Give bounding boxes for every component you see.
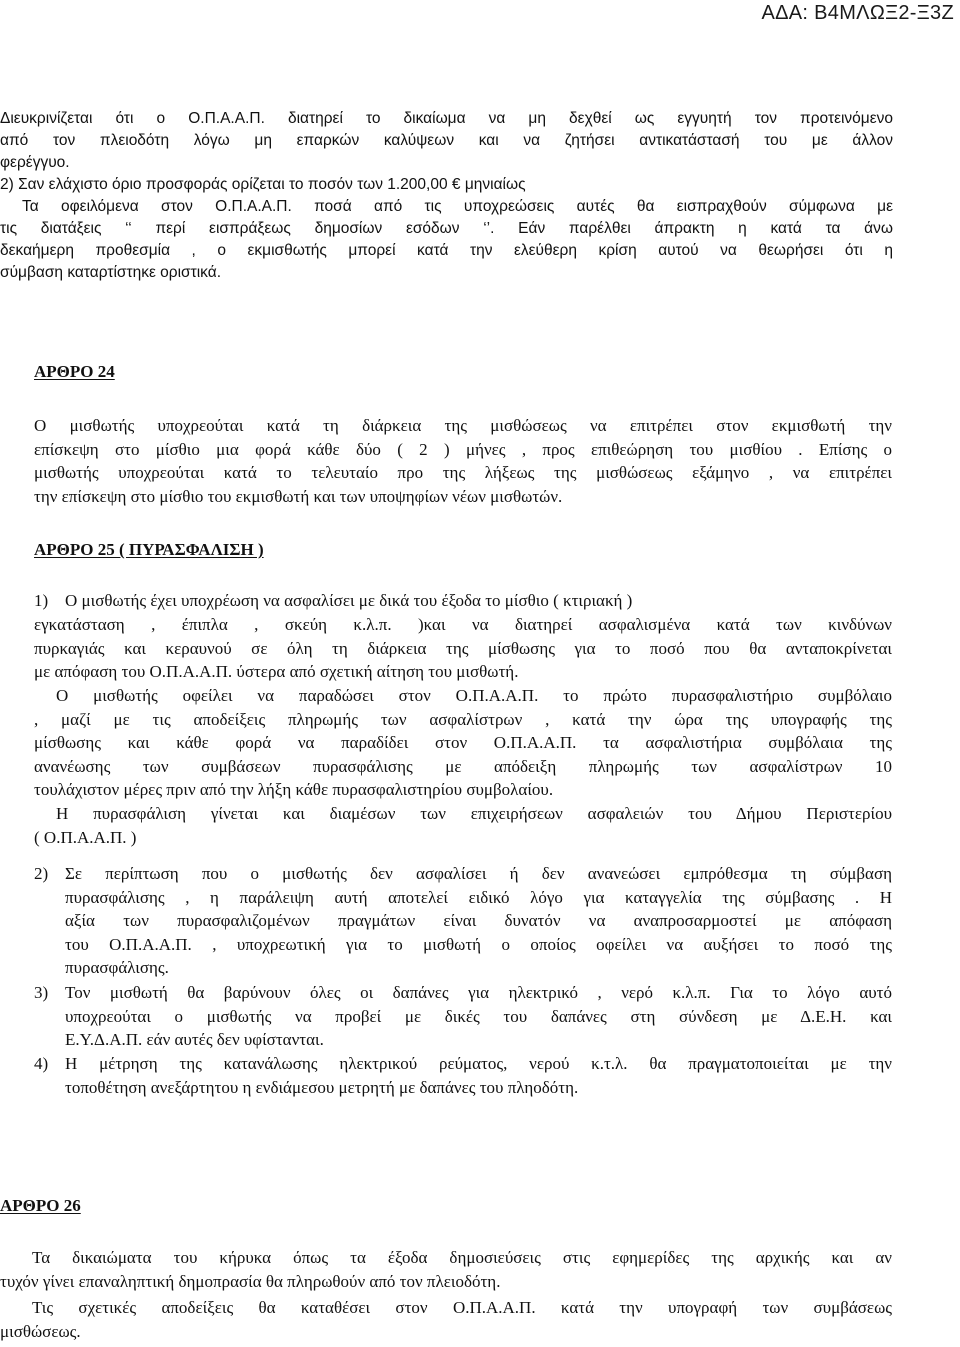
text-line: Σε περίπτωση που ο μισθωτής δεν ασφαλίσει ή δεν ανανεώσει εμπρόθεσμα τη σύμβαση bbox=[65, 864, 892, 883]
text-line: δεκαήμερη προθεσμία , ο εκμισθωτής μπορεί κατά την ελεύθερη κρίση αυτού να θεωρήσει ότι η bbox=[0, 242, 893, 259]
text-line: φερέγγυο. bbox=[0, 154, 70, 171]
text-line: Τις σχετικές αποδείξεις θα καταθέσει στον Ο.Π.Α.Α.Π. κατά την υπογραφή των συμβάσεως bbox=[32, 1298, 892, 1317]
text-line: εγκατάσταση , έπιπλα , σκεύη κ.λ.π. )και να διατηρεί ασφαλισμένα κατά των κινδύνων bbox=[34, 615, 892, 634]
article-25-paragraph-b bbox=[34, 684, 892, 802]
text-line: σύμβαση καταρτίστηκε οριστικά. bbox=[0, 264, 222, 281]
intro-paragraph-3 bbox=[0, 196, 893, 284]
text-line: 2) Σαν ελάχιστο όριο προσφοράς ορίζεται το ποσόν των 1.200,00 € μηνιαίως bbox=[0, 176, 526, 193]
intro-paragraph-1 bbox=[0, 108, 893, 174]
article-24-heading: ΑΡΘΡΟ 24 bbox=[34, 362, 115, 381]
text-line: Ο μισθωτής οφείλει να παραδώσει στον Ο.Π.Α.Α.Π. το πρώτο πυρασφαλιστήριο συμβόλαιο bbox=[56, 686, 892, 705]
article-25-item-3 bbox=[34, 981, 892, 1052]
text-line: Η πυρασφάλιση γίνεται και διαμέσων των επιχειρήσεων ασφαλειών του Δήμου Περιστερίου bbox=[56, 804, 892, 823]
article-25-item-4 bbox=[34, 1052, 892, 1099]
text-line: του Ο.Π.Α.Α.Π. , υποχρεωτική για το μισθωτή ο οποίος οφείλει να αυξήσει το ποσό της bbox=[65, 934, 892, 954]
text-line: τυχόν γίνει επαναληπτική δημοπρασία θα πληρωθούν από τον πλειοδότη. bbox=[0, 1271, 501, 1291]
item-number: 2) bbox=[34, 864, 49, 883]
item-number: 3) bbox=[34, 983, 49, 1002]
text-line: υποχρεούται ο μισθωτής να προβεί με δικές του δαπάνες στη σύνδεση με Δ.Ε.Η. και bbox=[65, 1006, 892, 1026]
text-line: Ο μισθωτής υποχρεούται κατά τη διάρκεια της μισθώσεως να επιτρέπει στον εκμισθωτή την bbox=[34, 416, 892, 435]
intro-min-offer bbox=[0, 174, 893, 196]
text-line: μίσθωσης και κάθε φορά να παραδίδει στον Ο.Π.Α.Α.Π. τα ασφαλιστήρια συμβόλαια της bbox=[34, 733, 892, 753]
text-line: ανανέωσης των συμβάσεων πυρασφάλισης με απόδειξη πληρωμής των ασφαλίστρων 10 bbox=[34, 756, 892, 776]
text-line: Η μέτρηση της κατανάλωσης ηλεκτρικού ρεύματος, νερού κ.τ.λ. θα πραγματοποιείται με την bbox=[65, 1054, 892, 1073]
text-line: αξία των πυρασφαλιζομένων πραγμάτων είναι δυνατόν να αναπροσαρμοστεί με απόφαση bbox=[65, 911, 892, 931]
text-line: Ο μισθωτής έχει υποχρέωση να ασφαλίσει με δικά του έξοδα το μίσθιο ( κτιριακή ) bbox=[65, 591, 633, 610]
text-line: την επίσκεψη στο μίσθιο του εκμισθωτή και των υποψηφίων νέων μισθωτών. bbox=[34, 486, 563, 506]
text-line: πυρκαγιάς και κεραυνού σε όλη τη διάρκεια της μίσθωσης για το ποσό που θα ανταποκρίνεται bbox=[34, 638, 892, 658]
article-26-paragraph-2 bbox=[0, 1296, 892, 1343]
item-number: 1) bbox=[34, 591, 49, 610]
article-25-heading: ΑΡΘΡΟ 25 ( ΠΥΡΑΣΦΑΛΙΣΗ ) bbox=[34, 540, 264, 559]
article-25-paragraph-c bbox=[34, 802, 892, 849]
article-25-item-1 bbox=[34, 589, 892, 613]
text-line: ( Ο.Π.Α.Α.Π. ) bbox=[34, 827, 137, 847]
text-line: Τα δικαιώματα του κήρυκα όπως τα έξοδα δημοσιεύσεις στις εφημερίδες της αρχικής και αν bbox=[32, 1248, 892, 1267]
text-line: πυρασφάλισης , η παράλειψη αυτή αποτελεί ειδικό λόγο για καταγγελία της σύμβασης . Η bbox=[65, 887, 892, 907]
article-24-body bbox=[34, 414, 892, 508]
text-line: Τον μισθωτή θα βαρύνουν όλες οι δαπάνες για ηλεκτρικό , νερό κ.λ.π. Για το λόγο αυτό bbox=[65, 983, 892, 1002]
text-line: τουλάχιστον μέρες πριν από την λήξη κάθε πυρασφαλιστηρίου συμβολαίου. bbox=[34, 780, 554, 800]
text-line: Ε.Υ.Δ.Α.Π. εάν αυτές δεν υφίστανται. bbox=[65, 1030, 324, 1050]
text-line: με απόφαση του Ο.Π.Α.Α.Π. ύστερα από σχετική αίτηση του μισθωτή. bbox=[34, 662, 519, 682]
article-26-paragraph-1 bbox=[0, 1246, 892, 1293]
text-line: , μαζί με τις αποδείξεις πληρωμής των ασφαλίστρων , κατά την ώρα της υπογραφής της bbox=[34, 709, 892, 729]
article-26-heading: ΑΡΘΡΟ 26 bbox=[0, 1196, 81, 1215]
item-number: 4) bbox=[34, 1054, 49, 1073]
document-code: ΑΔΑ: Β4ΜΛΩΞ2-Ξ3Ζ bbox=[761, 2, 954, 24]
text-line: τις διατάξεις ‘‘ περί εισπράξεως δημοσίων εσόδων ‘’. Εάν παρέλθει άπρακτη η κατά τα άνω bbox=[0, 220, 893, 237]
text-line: μισθωτής υποχρεούται κατά το τελευταίο προ της λήξεως της μισθώσεως εξάμηνο , να επιτρέπει bbox=[34, 463, 892, 483]
text-line: επίσκεψη στο μίσθιο μια φορά κάθε δύο ( 2 ) μήνες , προς επιθεώρηση του μισθίου . Επίσης ο bbox=[34, 439, 892, 459]
text-line: μισθώσεως. bbox=[0, 1321, 81, 1341]
text-line: Διευκρινίζεται ότι ο Ο.Π.Α.Α.Π. διατηρεί το δικαίωμα να μη δεχθεί ως εγγυητή τον προτεινόμενο bbox=[0, 110, 893, 127]
article-25-item-2 bbox=[34, 862, 892, 980]
article-25-item-1-continued bbox=[34, 613, 892, 684]
text-line: Τα οφειλόμενα στον Ο.Π.Α.Α.Π. ποσά από τις υποχρεώσεις αυτές θα εισπραχθούν σύμφωνα με bbox=[22, 198, 893, 215]
text-line: πυρασφάλισης. bbox=[65, 958, 169, 978]
text-line: τοποθέτηση ανεξάρτητου η ενδιάμεσου μετρητή με δαπάνες του πληοδότη. bbox=[65, 1077, 579, 1097]
text-line: από τον πλειοδότη λόγω μη επαρκών καλύψεων και να ζητήσει αντικατάστασή του με άλλον bbox=[0, 132, 893, 149]
